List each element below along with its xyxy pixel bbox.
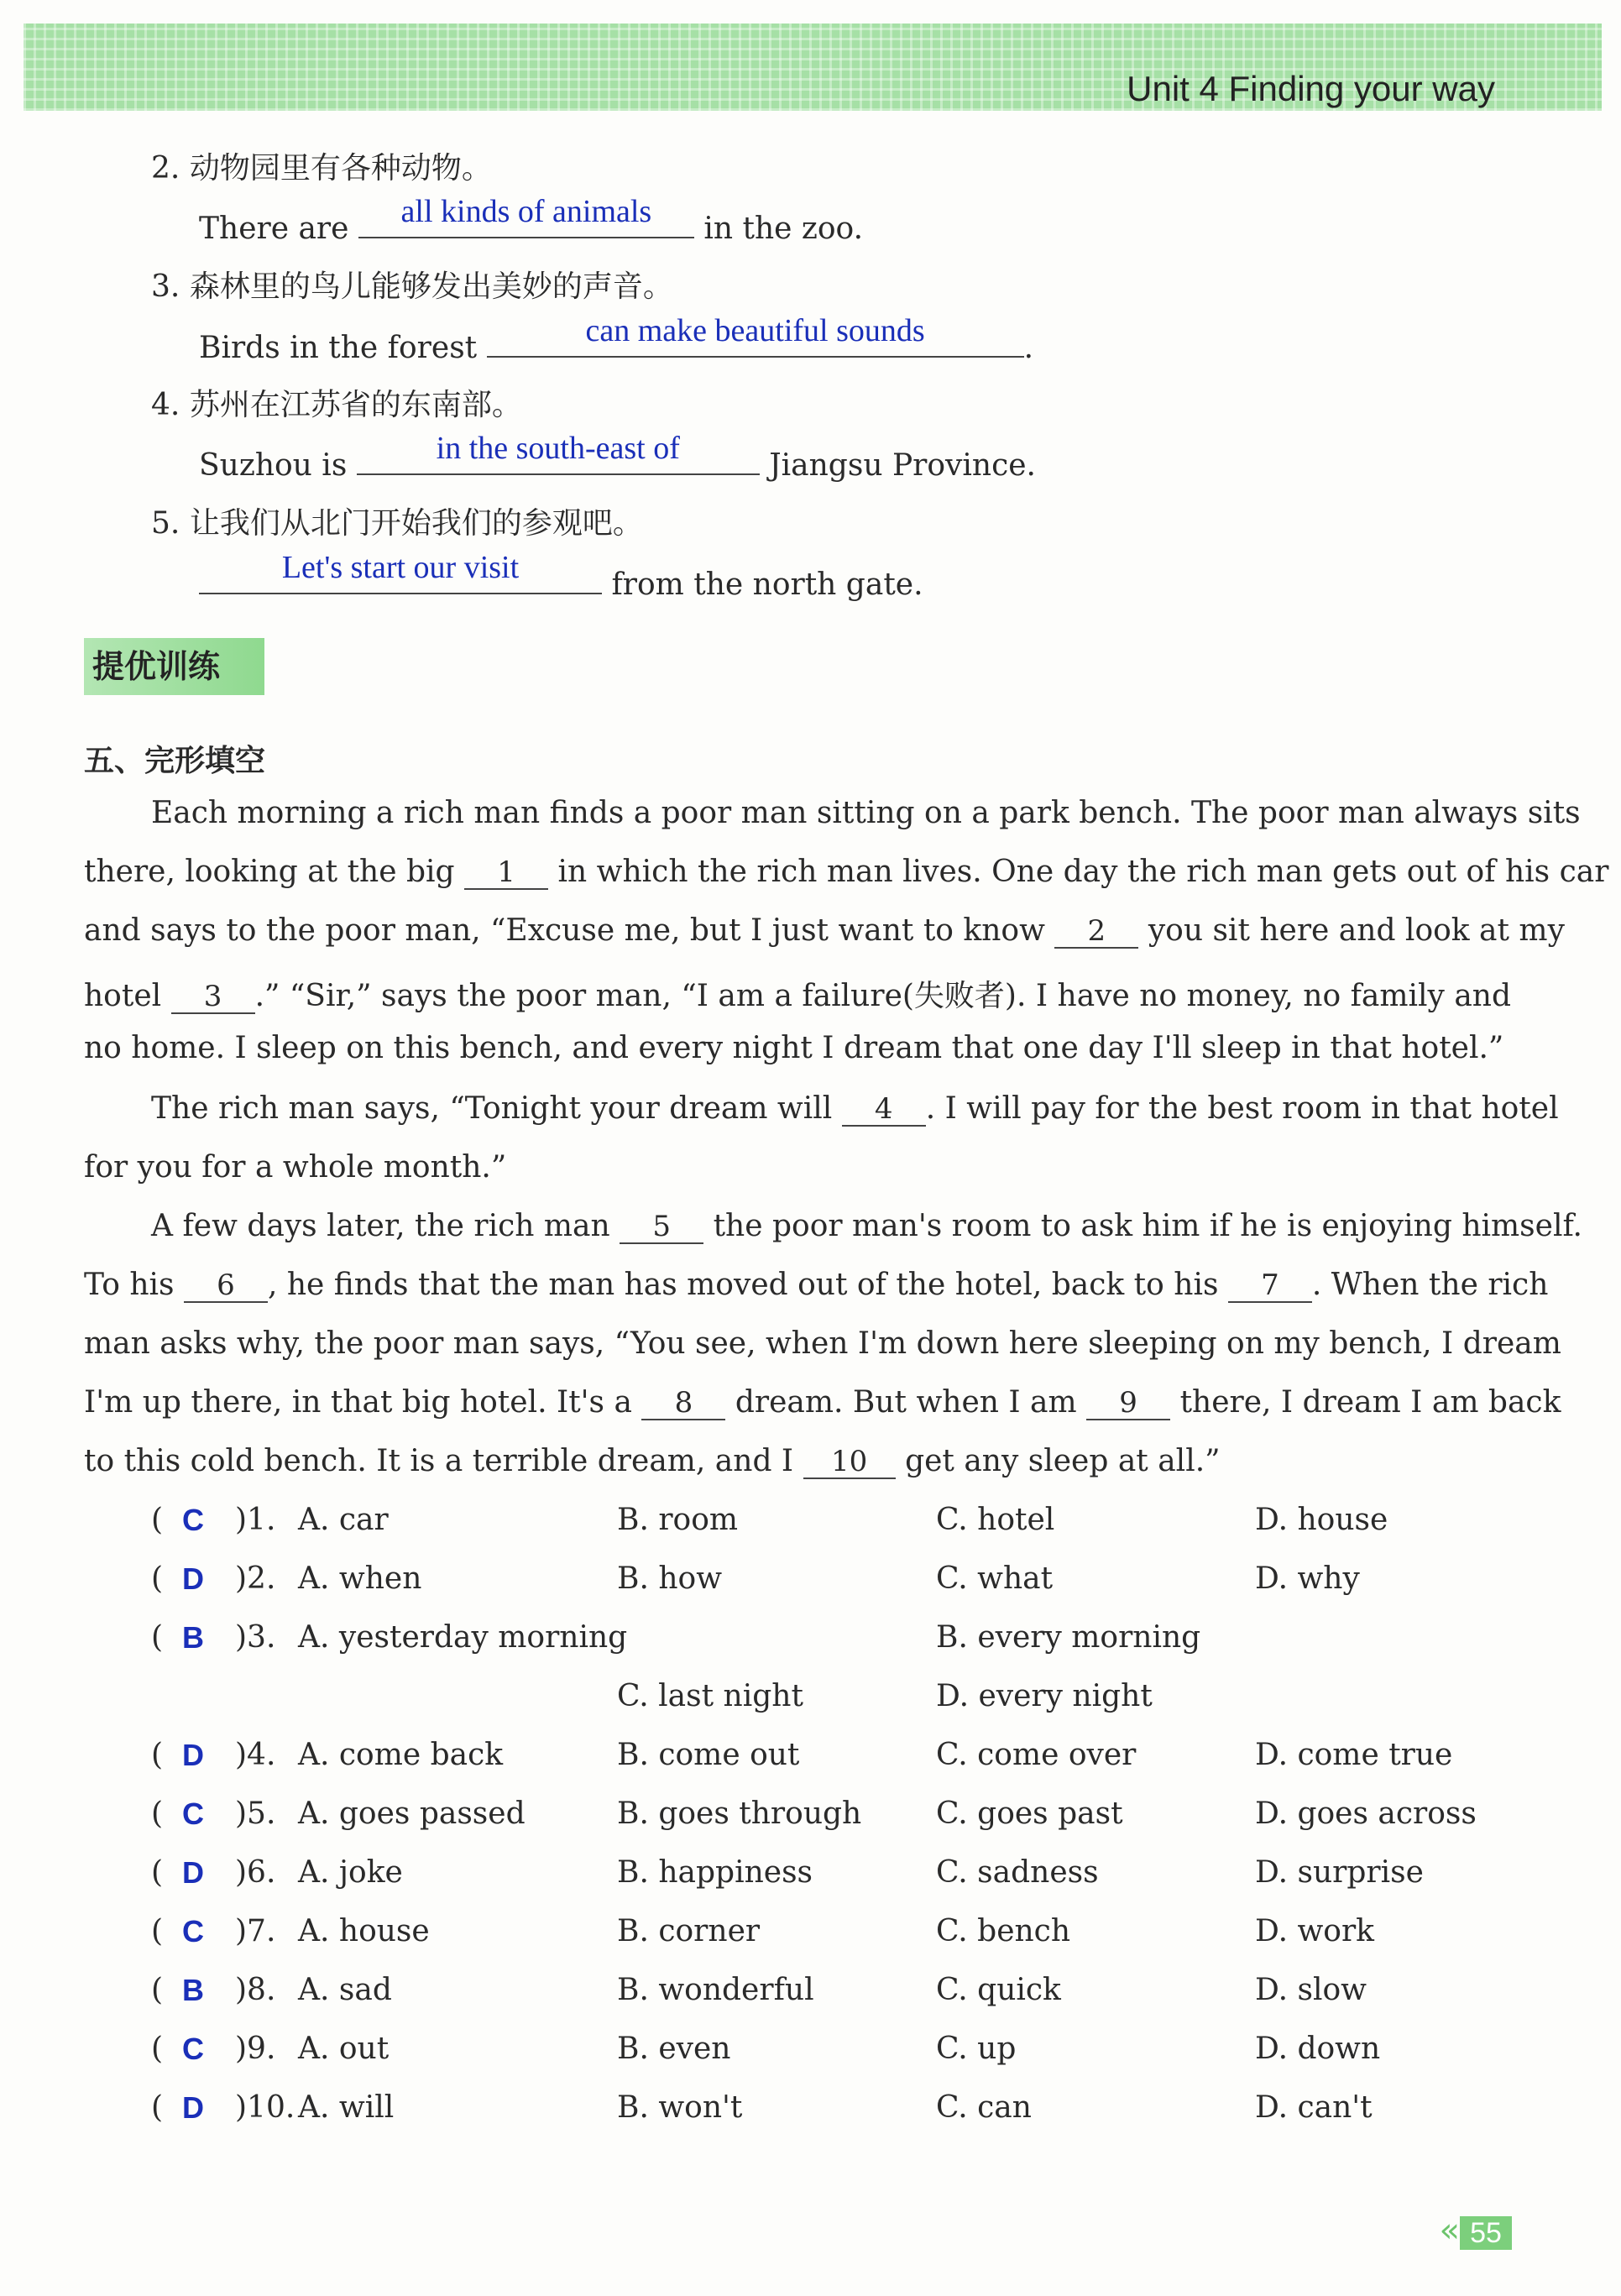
cloze-blank-2[interactable]: 2 (1054, 915, 1138, 949)
question-row (151, 1503, 1578, 1545)
option-a[interactable]: A. will (298, 2090, 395, 2125)
passage-line: A few days later, the rich man 5 the poor man's room to ask him if he is enjoying himself. (151, 1209, 1582, 1243)
option-d[interactable]: D. why (1255, 1561, 1360, 1596)
answer-blank[interactable]: in the south-east of (357, 440, 760, 475)
answer-paren: ( D (151, 2090, 204, 2125)
cloze-blank-5[interactable]: 5 (620, 1211, 703, 1244)
passage-line: To his 6 , he finds that the man has moved out of the hotel, back to his 7 . When the rich (84, 1268, 1549, 1302)
item-3-english: Birds in the forest can make beautiful sounds . (199, 313, 1034, 365)
option-c[interactable]: C. can (936, 2090, 1032, 2125)
passage-line: there, looking at the big 1 in which the rich man lives. One day the rich man gets out of his car (84, 855, 1609, 889)
answer-paren: ( D (151, 1561, 204, 1596)
question-row (151, 1679, 1578, 1721)
answer-blank[interactable]: can make beautiful sounds (487, 322, 1024, 358)
question-number: )10. (235, 2090, 295, 2125)
option-b[interactable]: C. last night (617, 1679, 803, 1713)
option-b[interactable]: B. won't (617, 2090, 743, 2125)
cloze-blank-1[interactable]: 1 (464, 856, 548, 890)
item-4-chinese: 4. 苏州在江苏省的东南部。 (151, 388, 522, 422)
option-c[interactable]: C. hotel (936, 1503, 1055, 1537)
option-a[interactable]: A. when (298, 1561, 422, 1596)
passage-line: The rich man says, “Tonight your dream will 4 . I will pay for the best room in that hotel (151, 1091, 1559, 1126)
item-5-english: Let's start our visit from the north gate. (199, 559, 923, 602)
option-c[interactable]: C. up (936, 2032, 1017, 2066)
section-heading: 五、完形填空 (84, 744, 266, 778)
option-b[interactable]: B. goes through (617, 1797, 862, 1831)
page-arrow-icon: « (1439, 2211, 1460, 2250)
option-c[interactable]: B. every morning (936, 1620, 1201, 1655)
option-c[interactable]: C. come over (936, 1738, 1137, 1772)
option-b[interactable]: B. corner (617, 1914, 761, 1948)
option-b[interactable]: B. come out (617, 1738, 800, 1772)
option-b[interactable]: B. wonderful (617, 1973, 814, 2007)
question-row (151, 1797, 1578, 1838)
option-d[interactable]: D. can't (1255, 2090, 1373, 2125)
option-a[interactable]: A. out (298, 2032, 390, 2066)
option-d[interactable]: D. goes across (1255, 1797, 1477, 1831)
chosen-answer[interactable]: C (181, 1914, 204, 1948)
item-2-english: There are all kinds of animals in the zoo. (199, 194, 864, 246)
unit-title: Unit 4 Finding your way (1127, 69, 1495, 108)
option-a[interactable]: A. come back (298, 1738, 504, 1772)
answer-paren: ( C (151, 1503, 204, 1537)
option-a[interactable]: A. sad (298, 1973, 392, 2007)
option-d[interactable]: D. work (1255, 1914, 1374, 1948)
chosen-answer[interactable]: C (181, 2032, 204, 2066)
item-3-chinese: 3. 森林里的鸟儿能够发出美妙的声音。 (151, 269, 673, 304)
answer-paren: ( C (151, 1797, 204, 1831)
question-number: )2. (235, 1561, 276, 1596)
answer-blank[interactable]: all kinds of animals (358, 203, 694, 238)
question-number: )9. (235, 2032, 276, 2066)
option-a[interactable]: A. goes passed (298, 1797, 526, 1831)
question-number: )4. (235, 1738, 276, 1772)
answer-paren: ( B (151, 1620, 204, 1655)
question-number: )6. (235, 1855, 276, 1890)
cloze-blank-7[interactable]: 7 (1228, 1269, 1312, 1303)
answer-paren: ( C (151, 1914, 204, 1948)
question-row (151, 2032, 1578, 2074)
cloze-blank-4[interactable]: 4 (842, 1093, 926, 1127)
section-tag: 提优训练 (84, 638, 264, 695)
passage-line: hotel 3 .” “Sir,” says the poor man, “I am a failure(失败者). I have no money, no family and (84, 979, 1512, 1013)
option-c[interactable]: C. goes past (936, 1797, 1123, 1831)
cloze-blank-10[interactable]: 10 (803, 1446, 896, 1479)
passage-line: for you for a whole month.” (84, 1150, 507, 1185)
item-5-chinese: 5. 让我们从北门开始我们的参观吧。 (151, 506, 643, 541)
question-number: )7. (235, 1914, 276, 1948)
option-d[interactable]: D. surprise (1255, 1855, 1424, 1890)
passage-line: man asks why, the poor man says, “You see, when I'm down here sleeping on my bench, I dream (84, 1326, 1561, 1361)
question-row (151, 1561, 1578, 1603)
option-a[interactable]: A. yesterday morning (298, 1620, 628, 1655)
option-d[interactable]: D. slow (1255, 1973, 1367, 2007)
option-a[interactable]: A. house (298, 1914, 430, 1948)
chosen-answer[interactable]: D (181, 1855, 204, 1890)
option-d[interactable]: D. down (1255, 2032, 1381, 2066)
passage-line: and says to the poor man, “Excuse me, but I just want to know 2 you sit here and look at my (84, 913, 1565, 948)
passage-line: Each morning a rich man finds a poor man sitting on a park bench. The poor man always sits (151, 796, 1581, 830)
chosen-answer[interactable]: B (181, 1620, 204, 1655)
passage-line: to this cold bench. It is a terrible dream, and I 10 get any sleep at all.” (84, 1444, 1221, 1478)
option-c[interactable]: C. bench (936, 1914, 1071, 1948)
question-number: )3. (235, 1620, 276, 1655)
question-row (151, 1973, 1578, 2015)
question-row (151, 1855, 1578, 1897)
passage-line: I'm up there, in that big hotel. It's a 8 dream. But when I am 9 there, I dream I am back (84, 1385, 1561, 1420)
answer-paren: ( B (151, 1973, 204, 2007)
option-b[interactable]: B. room (617, 1503, 739, 1537)
option-a[interactable]: A. joke (298, 1855, 403, 1890)
question-row (151, 1914, 1578, 1956)
chosen-answer[interactable]: C (181, 1503, 204, 1537)
question-row (151, 2090, 1578, 2132)
answer-paren: ( D (151, 1738, 204, 1772)
option-c[interactable]: D. every night (936, 1679, 1153, 1713)
answer-paren: ( C (151, 2032, 204, 2066)
question-number: )8. (235, 1973, 276, 2007)
option-c[interactable]: C. sadness (936, 1855, 1099, 1890)
option-d[interactable]: D. house (1255, 1503, 1388, 1537)
option-b[interactable]: B. even (617, 2032, 731, 2066)
option-c[interactable]: C. quick (936, 1973, 1061, 2007)
answer-paren: ( D (151, 1855, 204, 1890)
cloze-blank-9[interactable]: 9 (1086, 1387, 1170, 1420)
option-b[interactable]: B. happiness (617, 1855, 813, 1890)
option-d[interactable]: D. come true (1255, 1738, 1453, 1772)
question-row (151, 1738, 1578, 1780)
question-number: )5. (235, 1797, 276, 1831)
answer-blank[interactable]: Let's start our visit (199, 559, 602, 594)
chosen-answer[interactable]: D (181, 1738, 204, 1772)
option-a[interactable]: A. car (298, 1503, 389, 1537)
chosen-answer[interactable]: B (181, 1973, 204, 2007)
chosen-answer[interactable]: D (181, 2090, 204, 2125)
passage-line: no home. I sleep on this bench, and every night I dream that one day I'll sleep in that hotel.” (84, 1031, 1504, 1065)
option-b[interactable]: B. how (617, 1561, 723, 1596)
chosen-answer[interactable]: C (181, 1797, 204, 1831)
cloze-blank-8[interactable]: 8 (641, 1387, 725, 1420)
question-row (151, 1620, 1578, 1662)
cloze-blank-3[interactable]: 3 (171, 981, 255, 1014)
item-2-chinese: 2. 动物园里有各种动物。 (151, 151, 492, 186)
option-c[interactable]: C. what (936, 1561, 1054, 1596)
page-number: 55 (1460, 2216, 1512, 2250)
chosen-answer[interactable]: D (181, 1561, 204, 1596)
cloze-blank-6[interactable]: 6 (184, 1269, 268, 1303)
item-4-english: Suzhou is in the south-east of Jiangsu Province. (199, 431, 1036, 483)
question-number: )1. (235, 1503, 276, 1537)
